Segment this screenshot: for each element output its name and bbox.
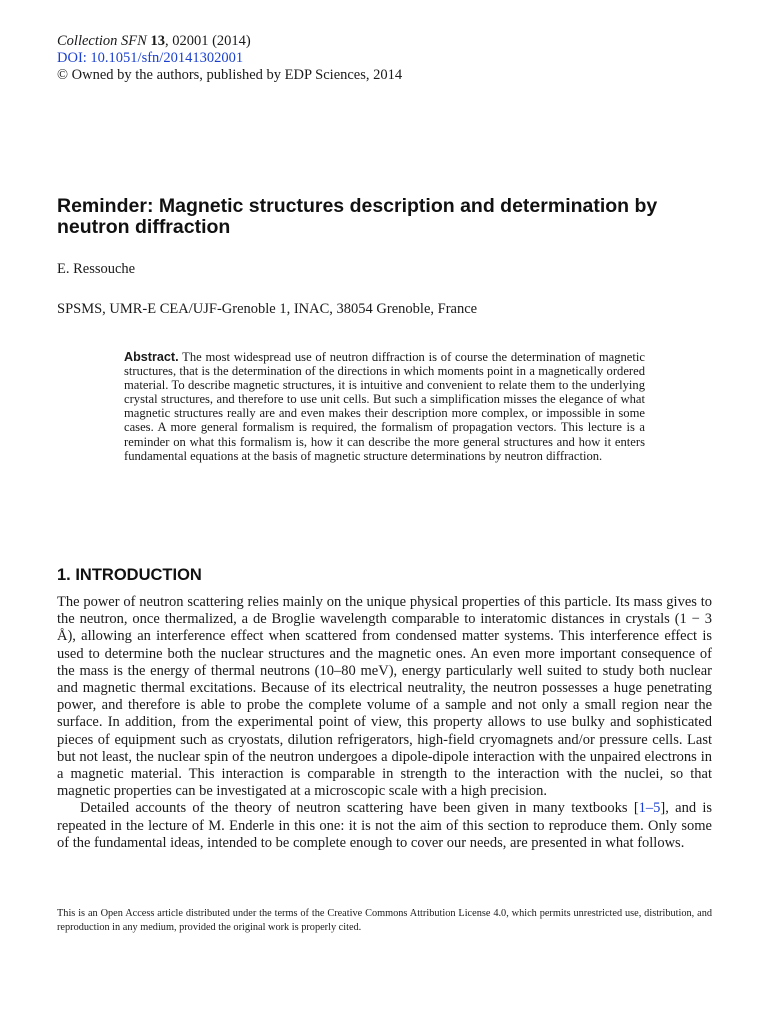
copyright-line: © Owned by the authors, published by EDP Sciences, 2014: [57, 67, 403, 83]
author-affiliation: SPSMS, UMR-E CEA/UJF-Grenoble 1, INAC, 38054 Grenoble, France: [57, 301, 478, 317]
abstract-text: The most widespread use of neutron diffraction is of course the determination of magnetic structures, that is the determination of the directions in which moments point in a magnetically ordered material. To describe magnetic structures, it is intuitive and convenient to relate them to the underlying crystal structures, and therefore to use unit cells. But such a simplification misses the elegance of what magnetic structures really are and even makes their description more complex, or impossible in some cases. A more general formalism is required, the formalism of propagation vectors. This lecture is a reminder on what this formalism is, how it can describe the more general structures and how it enters fundamental equations at the basis of magnetic structure determinations by neutron diffraction.: [124, 350, 645, 463]
author-name: E. Ressouche: [57, 261, 136, 277]
journal-name: Collection SFN: [57, 33, 147, 49]
paragraph-1: The power of neutron scattering relies mainly on the unique physical properties of this particle. Its mass gives to the neutron, once thermalized, a de Broglie wavelength comparable to interatomic distances in crystals (1 − 3 Å), allowing an interference effect when scattered from condensed matter systems. This interference effect is used to determine both the nuclear structures and the magnetic ones. An even more important consequence of the mass is the energy of thermal neutrons (10–80 meV), energy particularly well suited to study both nuclear and magnetic thermal excitations. Because of its electrical neutrality, the neutron possesses a huge penetrating power, and therefore is able to probe the complete volume of a sample and not only a small region near the surface. In addition, from the experimental point of view, this property allows to use bulky and sophisticated pieces of equipment such as cryostats, dilution refrigerators, high-field cryomagnets and/or pressure cells. Last but not least, the nuclear spin of the neutron undergoes a dipole-dipole interaction with the unpaired electrons in a magnetic material. This interaction is comparable in strength to the interaction with the nuclei, so that magnetic properties can be investigated at a microscopic scale with a high precision.: [57, 594, 712, 800]
journal-header: [57, 33, 402, 84]
license-footnote: This is an Open Access article distributed under the terms of the Creative Commons Attribution License 4.0, which permits unrestricted use, distribution, and reproduction in any medium, provided the original work is properly cited.: [57, 908, 712, 933]
abstract: [124, 350, 645, 463]
reference-link[interactable]: 1–5: [638, 800, 661, 817]
section-heading: 1. INTRODUCTION: [57, 566, 202, 584]
doi-link[interactable]: DOI: 10.1051/sfn/20141302001: [57, 50, 244, 66]
paragraph-2-end: ], and is repeated in the lecture of M. Enderle in this one: it is not the aim of this section to reproduce them. Only some of the fundamental ideas, intended to be complete enough to cover our needs, are presented in what follows.: [57, 800, 712, 851]
article-info: , 02001 (2014): [164, 33, 251, 49]
abstract-label: Abstract.: [124, 350, 179, 364]
paper-title: Reminder: Magnetic structures description and determination by neutron diffraction: [57, 195, 658, 238]
citation-line: [57, 33, 402, 50]
paragraph-2-start: Detailed accounts of the theory of neutron scattering have been given in many textbooks [: [80, 800, 639, 817]
section-body: [57, 594, 712, 852]
volume-number: 13: [150, 33, 165, 49]
paragraph-2: [57, 800, 712, 852]
